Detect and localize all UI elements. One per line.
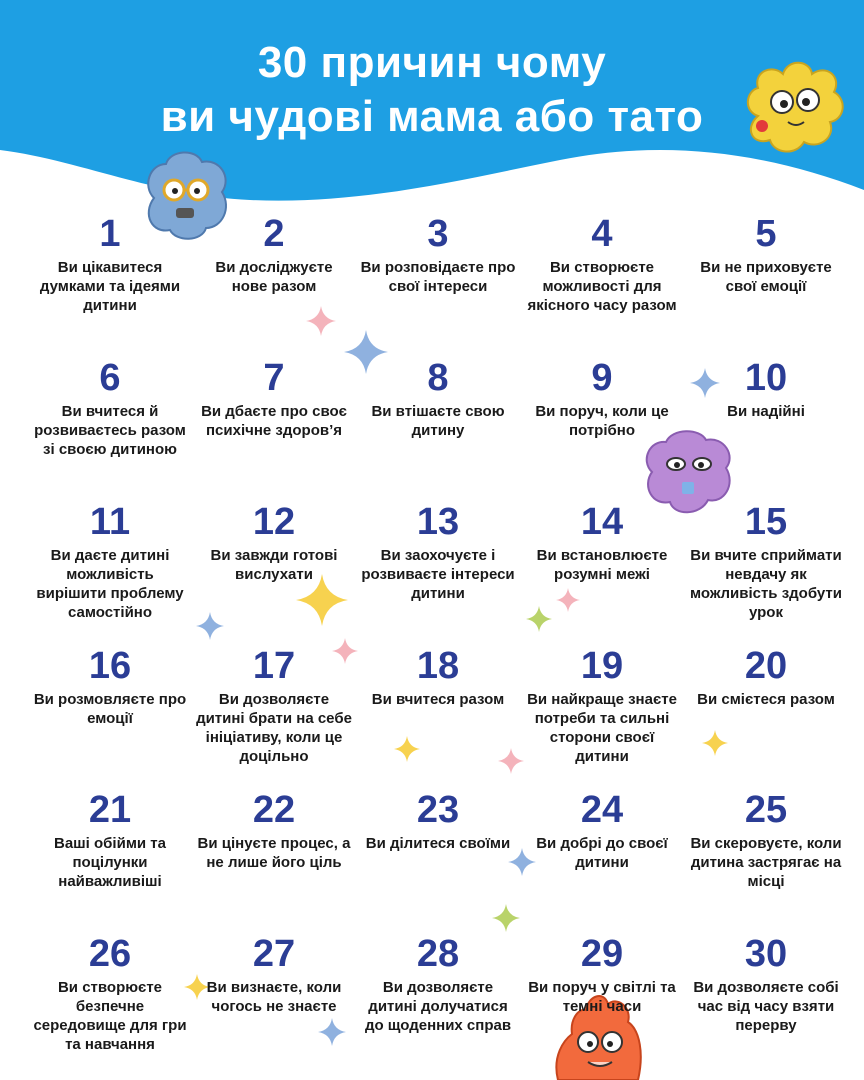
- reason-item: [356, 356, 520, 496]
- reason-item: [684, 932, 848, 1072]
- reason-number: 21: [88, 789, 132, 831]
- reason-text: Ви добрі до своєї дитини: [536, 835, 668, 871]
- reason-number: 20: [744, 645, 788, 687]
- reason-number: 7: [263, 357, 285, 399]
- reason-number: 14: [580, 501, 624, 543]
- reason-text: Ви вчите сприймати невдачу як можливість здобути урок: [689, 547, 842, 621]
- reason-number: 30: [744, 933, 788, 975]
- reason-number: 4: [591, 213, 613, 255]
- reason-item: [192, 644, 356, 784]
- reason-number: 10: [744, 357, 788, 399]
- reason-text: Ви завжди готові вислухати: [210, 547, 338, 583]
- reason-item: [356, 644, 520, 784]
- reason-text: Ви дозволяєте дитині брати на себе ініціативу, коли це доцільно: [196, 691, 352, 765]
- reason-text: Ви визнаєте, коли чогось не знаєте: [206, 979, 342, 1015]
- page-title: [0, 36, 864, 144]
- reasons-grid: [28, 212, 848, 1072]
- reason-number: 11: [89, 501, 131, 543]
- reason-number: 25: [744, 789, 788, 831]
- yellow-monster-icon: [738, 56, 850, 160]
- reason-number: 15: [744, 501, 788, 543]
- reason-item: [684, 356, 848, 496]
- reason-number: 2: [263, 213, 285, 255]
- reason-text: Ви розповідаєте про свої інтереси: [360, 259, 516, 295]
- reason-number: 23: [416, 789, 460, 831]
- reason-item: [520, 932, 684, 1072]
- reason-item: [192, 500, 356, 640]
- reason-number: 9: [591, 357, 613, 399]
- reason-text: Ви вчитеся й розвиваєтесь разом зі своєю дитиною: [34, 403, 186, 458]
- reason-number: 28: [416, 933, 460, 975]
- reason-text: Ви заохочуєте і розвиваєте інтереси дитини: [361, 547, 515, 602]
- header-banner: [0, 0, 864, 230]
- reason-item: [192, 932, 356, 1072]
- title-line-1: 30 причин чому: [257, 38, 607, 87]
- reason-number: 29: [580, 933, 624, 975]
- reason-item: [520, 788, 684, 928]
- reason-text: Ви надійні: [727, 403, 805, 420]
- title-line-2: ви чудові мама або тато: [160, 92, 704, 141]
- reason-number: 13: [416, 501, 460, 543]
- reason-number: 17: [252, 645, 296, 687]
- reason-item: [28, 644, 192, 784]
- reason-text: Ви не приховуєте свої емоції: [700, 259, 832, 295]
- reason-text: Ви створюєте безпечне середовище для гри та навчання: [33, 979, 187, 1053]
- reason-item: [356, 932, 520, 1072]
- reason-item: [684, 644, 848, 784]
- reason-item: [684, 500, 848, 640]
- reason-text: Ви створюєте можливості для якісного часу разом: [527, 259, 677, 314]
- reason-item: [192, 356, 356, 496]
- reason-text: Ви цінуєте процес, а не лише його ціль: [197, 835, 351, 871]
- reason-text: Ви дбаєте про своє психічне здоров’я: [201, 403, 347, 439]
- reason-text: Ви смієтеся разом: [697, 691, 835, 708]
- reason-item: [356, 212, 520, 352]
- reason-number: 3: [427, 213, 449, 255]
- reason-item: [520, 356, 684, 496]
- reason-number: 24: [580, 789, 624, 831]
- reason-text: Ви скеровуєте, коли дитина застрягає на місці: [690, 835, 842, 890]
- reason-item: [684, 212, 848, 352]
- reason-item: [520, 644, 684, 784]
- reason-text: Ви ділитеся своїми: [365, 835, 511, 852]
- reason-item: [520, 212, 684, 352]
- reason-text: Ви найкраще знаєте потреби та сильні сторони своєї дитини: [527, 691, 677, 765]
- reason-number: 26: [88, 933, 132, 975]
- reason-number: 19: [580, 645, 624, 687]
- reason-number: 12: [252, 501, 296, 543]
- reason-item: [28, 788, 192, 928]
- reason-item: [356, 500, 520, 640]
- reason-text: Ви дозволяєте дитині долучатися до щоденних справ: [364, 979, 512, 1034]
- reason-text: Ви досліджуєте нове разом: [215, 259, 333, 295]
- reason-item: [192, 212, 356, 352]
- reason-number: 1: [99, 213, 121, 255]
- reason-item: [520, 500, 684, 640]
- reason-number: 16: [88, 645, 132, 687]
- reason-text: Ви розмовляєте про емоції: [33, 691, 187, 727]
- reason-number: 27: [252, 933, 296, 975]
- reason-number: 8: [427, 357, 449, 399]
- reason-item: [192, 788, 356, 928]
- reason-text: Ви дозволяєте собі час від часу взяти перерву: [693, 979, 839, 1034]
- reason-text: Ви встановлюєте розумні межі: [536, 547, 668, 583]
- reason-text: Ви цікавитеся думками та ідеями дитини: [39, 259, 181, 314]
- reason-text: Ви поруч у світлі та темні часи: [528, 979, 676, 1015]
- reason-text: Ви поруч, коли це потрібно: [535, 403, 669, 439]
- reason-item: [28, 356, 192, 496]
- reason-text: Ви даєте дитині можливість вирішити проблему самостійно: [36, 547, 184, 621]
- reason-item: [356, 788, 520, 928]
- reason-number: 22: [252, 789, 296, 831]
- reason-item: [28, 500, 192, 640]
- reason-item: [28, 212, 192, 352]
- reason-number: 6: [99, 357, 121, 399]
- reason-number: 5: [755, 213, 777, 255]
- reason-item: [28, 932, 192, 1072]
- reason-item: [684, 788, 848, 928]
- reason-text: Ваші обійми та поцілунки найважливіші: [53, 835, 166, 890]
- reason-number: 18: [416, 645, 460, 687]
- reason-text: Ви вчитеся разом: [371, 691, 505, 708]
- reason-text: Ви втішаєте свою дитину: [371, 403, 505, 439]
